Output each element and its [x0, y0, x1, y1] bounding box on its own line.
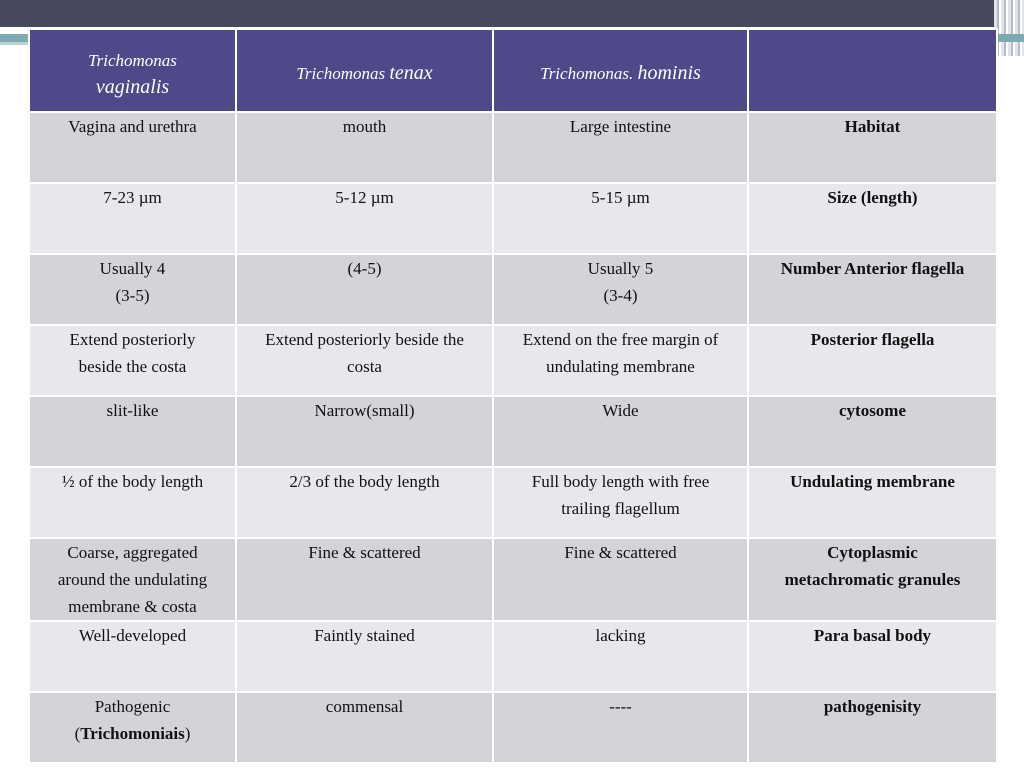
cell-vaginalis: 7-23 µm [29, 183, 236, 254]
slide-accent-left-light [0, 42, 28, 45]
cell-tenax: mouth [236, 112, 493, 183]
table-row [29, 692, 997, 763]
table-row [29, 254, 997, 325]
table-row [29, 538, 997, 621]
cell-hominis: lacking [493, 621, 748, 692]
cell-line: Pathogenic [94, 697, 171, 716]
header-genus: Trichomonas. [540, 64, 634, 83]
cell-feature: pathogenisity [748, 692, 997, 763]
table-row [29, 183, 997, 254]
cell-feature: Habitat [748, 112, 997, 183]
cell-vaginalis: Vagina and urethra [29, 112, 236, 183]
slide-accent-right-stripes [994, 0, 1024, 56]
cell-tenax [236, 325, 493, 396]
cell-vaginalis: Well-developed [29, 621, 236, 692]
cell-line: membrane & costa [68, 597, 197, 616]
cell-line: metachromatic granules [784, 570, 961, 589]
paren-open: ( [74, 724, 81, 743]
cell-line: (3-4) [603, 286, 638, 305]
cell-line: Full body length with free [531, 472, 710, 491]
table-row [29, 325, 997, 396]
cell-tenax: (4-5) [236, 254, 493, 325]
slide-accent-left [0, 34, 28, 42]
cell-feature: cytosome [748, 396, 997, 467]
cell-tenax: Fine & scattered [236, 538, 493, 621]
cell-line: (3-5) [115, 286, 150, 305]
table-row [29, 396, 997, 467]
comparison-table [28, 28, 998, 764]
cell-hominis: Wide [493, 396, 748, 467]
cell-line: Extend posteriorly beside the [265, 330, 464, 349]
cell-vaginalis: slit-like [29, 396, 236, 467]
cell-line-pathogen [36, 720, 229, 747]
cell-feature: Undulating membrane [748, 467, 997, 538]
cell-vaginalis [29, 538, 236, 621]
slide-title-bar [0, 0, 1024, 27]
cell-line: Usually 4 [99, 259, 166, 278]
cell-hominis: 5-15 µm [493, 183, 748, 254]
cell-hominis [493, 467, 748, 538]
header-species: tenax [389, 62, 433, 84]
cell-line: Usually 5 [587, 259, 654, 278]
cell-tenax: Narrow(small) [236, 396, 493, 467]
header-tenax [236, 29, 493, 112]
cell-hominis [493, 325, 748, 396]
cell-feature: Posterior flagella [748, 325, 997, 396]
cell-hominis: ---- [493, 692, 748, 763]
cell-line: Cytoplasmic [827, 543, 918, 562]
cell-vaginalis [29, 254, 236, 325]
cell-line: Coarse, aggregated [67, 543, 198, 562]
disease-name: Trichomoniais [80, 724, 185, 743]
cell-vaginalis [29, 325, 236, 396]
cell-hominis: Fine & scattered [493, 538, 748, 621]
header-species: hominis [637, 62, 701, 84]
header-vaginalis [29, 29, 236, 112]
header-genus: Trichomonas [296, 64, 386, 83]
cell-tenax: commensal [236, 692, 493, 763]
table-row [29, 621, 997, 692]
header-hominis [493, 29, 748, 112]
header-species: vaginalis [95, 75, 170, 98]
cell-line: trailing flagellum [561, 499, 680, 518]
cell-line: beside the costa [78, 357, 187, 376]
cell-line: around the undulating [57, 570, 208, 589]
cell-feature: Number Anterior flagella [748, 254, 997, 325]
slide-accent-right [994, 34, 1024, 42]
cell-feature: Size (length) [748, 183, 997, 254]
cell-tenax: 2/3 of the body length [236, 467, 493, 538]
cell-hominis: Large intestine [493, 112, 748, 183]
paren-close: ) [184, 724, 191, 743]
header-genus: Trichomonas [88, 50, 177, 70]
cell-tenax: Faintly stained [236, 621, 493, 692]
cell-line: costa [347, 357, 382, 376]
table-header-row [29, 29, 997, 112]
table-row [29, 112, 997, 183]
table-row [29, 467, 997, 538]
cell-line: Extend posteriorly [69, 330, 196, 349]
cell-tenax: 5-12 µm [236, 183, 493, 254]
header-feature [748, 29, 997, 112]
cell-line: undulating membrane [546, 357, 695, 376]
cell-feature: Para basal body [748, 621, 997, 692]
cell-vaginalis: ½ of the body length [29, 467, 236, 538]
cell-feature [748, 538, 997, 621]
cell-vaginalis [29, 692, 236, 763]
cell-line: Extend on the free margin of [522, 330, 719, 349]
cell-hominis [493, 254, 748, 325]
